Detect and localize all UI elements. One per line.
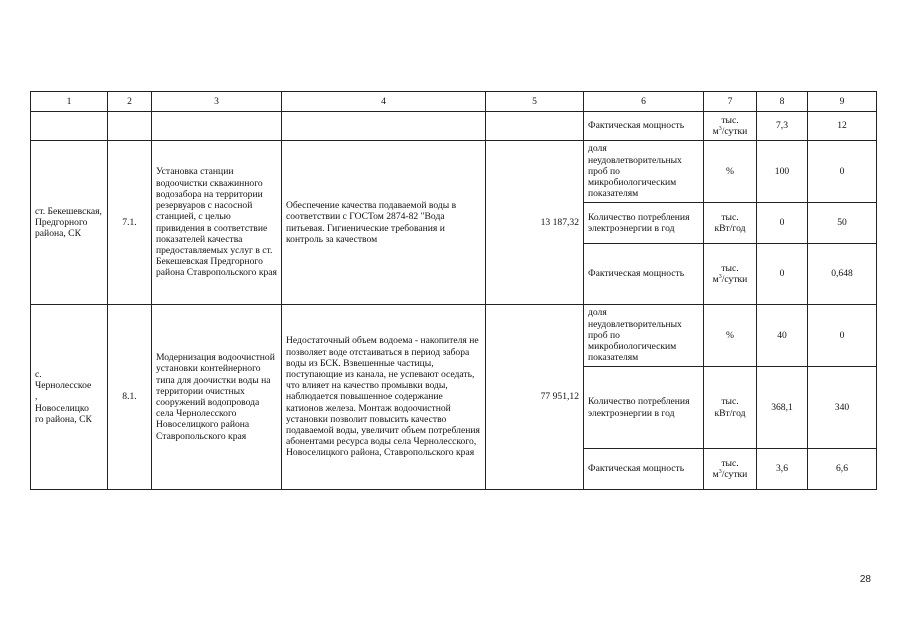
unit-cell: % <box>704 141 757 203</box>
header-cell-2: 2 <box>108 92 152 112</box>
indicator-cell: доля неудовлетворительных проб по микробиологическим показателям <box>584 305 704 367</box>
goal-cell: Недостаточный объем водоема - накопителя не позволяет воде отстаиваться в период забора воды из БСК. Взвешенные частицы, поступающие из канала, не успевают оседать, что влияет на качество промывки воды, наблюдается повышенное содержание катионов железа. Монтаж водоочистной установки позволит повысить качество подаваемой воды, увеличит объем потребления абонентами ресурса воды села Чернолесского, Новоселицкого района, Ставропольского края <box>282 305 486 490</box>
value-col8: 0 <box>757 244 808 305</box>
header-row <box>31 92 877 112</box>
empty-cell <box>108 112 152 141</box>
value-col9: 12 <box>808 112 877 141</box>
group2-row1 <box>31 305 877 367</box>
indicator-cell: доля неудовлетворительных проб по микробиологическим показателям <box>584 141 704 203</box>
group1-row1 <box>31 141 877 203</box>
header-cell-4: 4 <box>282 92 486 112</box>
header-cell-7: 7 <box>704 92 757 112</box>
measure-cell: Модернизация водоочистной установки контейнерного типа для доочистки воды на территории очистных сооружений водопровода села Чернолесского Новоселицкого района Ставропольского края <box>152 305 282 490</box>
indicator-cell: Фактическая мощность <box>584 449 704 490</box>
measure-cell: Установка станции водоочистки скважинного водозабора на территории резервуаров с насосной станцией, с целью привидения в соответствие показателей качества предоставляемых услуг в ст. Бекешевская Предгорного района Ставропольского края <box>152 141 282 305</box>
value-col8: 368,1 <box>757 367 808 449</box>
value-col8: 3,6 <box>757 449 808 490</box>
unit-line: тыс. <box>721 211 739 223</box>
unit-cell <box>704 112 757 141</box>
indicator-cell: Количество потребления электроэнергии в год <box>584 367 704 449</box>
page-number: 28 <box>859 574 871 585</box>
value-col9: 340 <box>808 367 877 449</box>
unit-cell <box>704 367 757 449</box>
header-cell-6: 6 <box>584 92 704 112</box>
empty-cell <box>152 112 282 141</box>
unit-cell <box>704 244 757 305</box>
value-col8: 100 <box>757 141 808 203</box>
location-cell: ст. Бекешевская, Предгорного района, СК <box>31 141 108 305</box>
goal-cell: Обеспечение качества подаваемой воды в соответствии с ГОСТом 2874-82 "Вода питьевая. Гигиенические требования и контроль за качеством <box>282 141 486 305</box>
indicator-cell: Фактическая мощность <box>584 112 704 141</box>
unit-line: $м^3$/сутки <box>712 468 748 480</box>
value-col9: 0,648 <box>808 244 877 305</box>
header-cell-1: 1 <box>31 92 108 112</box>
unit-cell <box>704 203 757 244</box>
continuation-row <box>31 112 877 141</box>
item-number-cell: 8.1. <box>108 305 152 490</box>
cost-cell: 13 187,32 <box>486 141 584 305</box>
investment-program-table <box>30 91 877 490</box>
value-col8: 0 <box>757 203 808 244</box>
header-cell-9: 9 <box>808 92 877 112</box>
value-col9: 6,6 <box>808 449 877 490</box>
header-cell-3: 3 <box>152 92 282 112</box>
unit-line: тыс. <box>721 114 739 126</box>
unit-line: $м^3$/сутки <box>712 273 748 285</box>
value-col8: 40 <box>757 305 808 367</box>
item-number-cell: 7.1. <box>108 141 152 305</box>
header-cell-8: 8 <box>757 92 808 112</box>
unit-line: тыс. <box>721 396 739 408</box>
unit-line: кВт/год <box>714 223 746 234</box>
indicator-cell: Фактическая мощность <box>584 244 704 305</box>
value-col9: 0 <box>808 305 877 367</box>
unit-line: тыс. <box>721 457 739 469</box>
value-col8: 7,3 <box>757 112 808 141</box>
unit-line: кВт/год <box>714 407 746 419</box>
unit-cell: % <box>704 305 757 367</box>
empty-cell <box>486 112 584 141</box>
value-col9: 0 <box>808 141 877 203</box>
cost-cell: 77 951,12 <box>486 305 584 490</box>
header-cell-5: 5 <box>486 92 584 112</box>
value-col9: 50 <box>808 203 877 244</box>
unit-cell <box>704 449 757 490</box>
empty-cell <box>31 112 108 141</box>
empty-cell <box>282 112 486 141</box>
unit-line: $м^3$/сутки <box>712 125 748 137</box>
indicator-cell: Количество потребления электроэнергии в год <box>584 203 704 244</box>
unit-line: тыс. <box>721 262 739 274</box>
location-cell: с. Чернолесское , Новоселицко го района, СК <box>31 305 108 490</box>
